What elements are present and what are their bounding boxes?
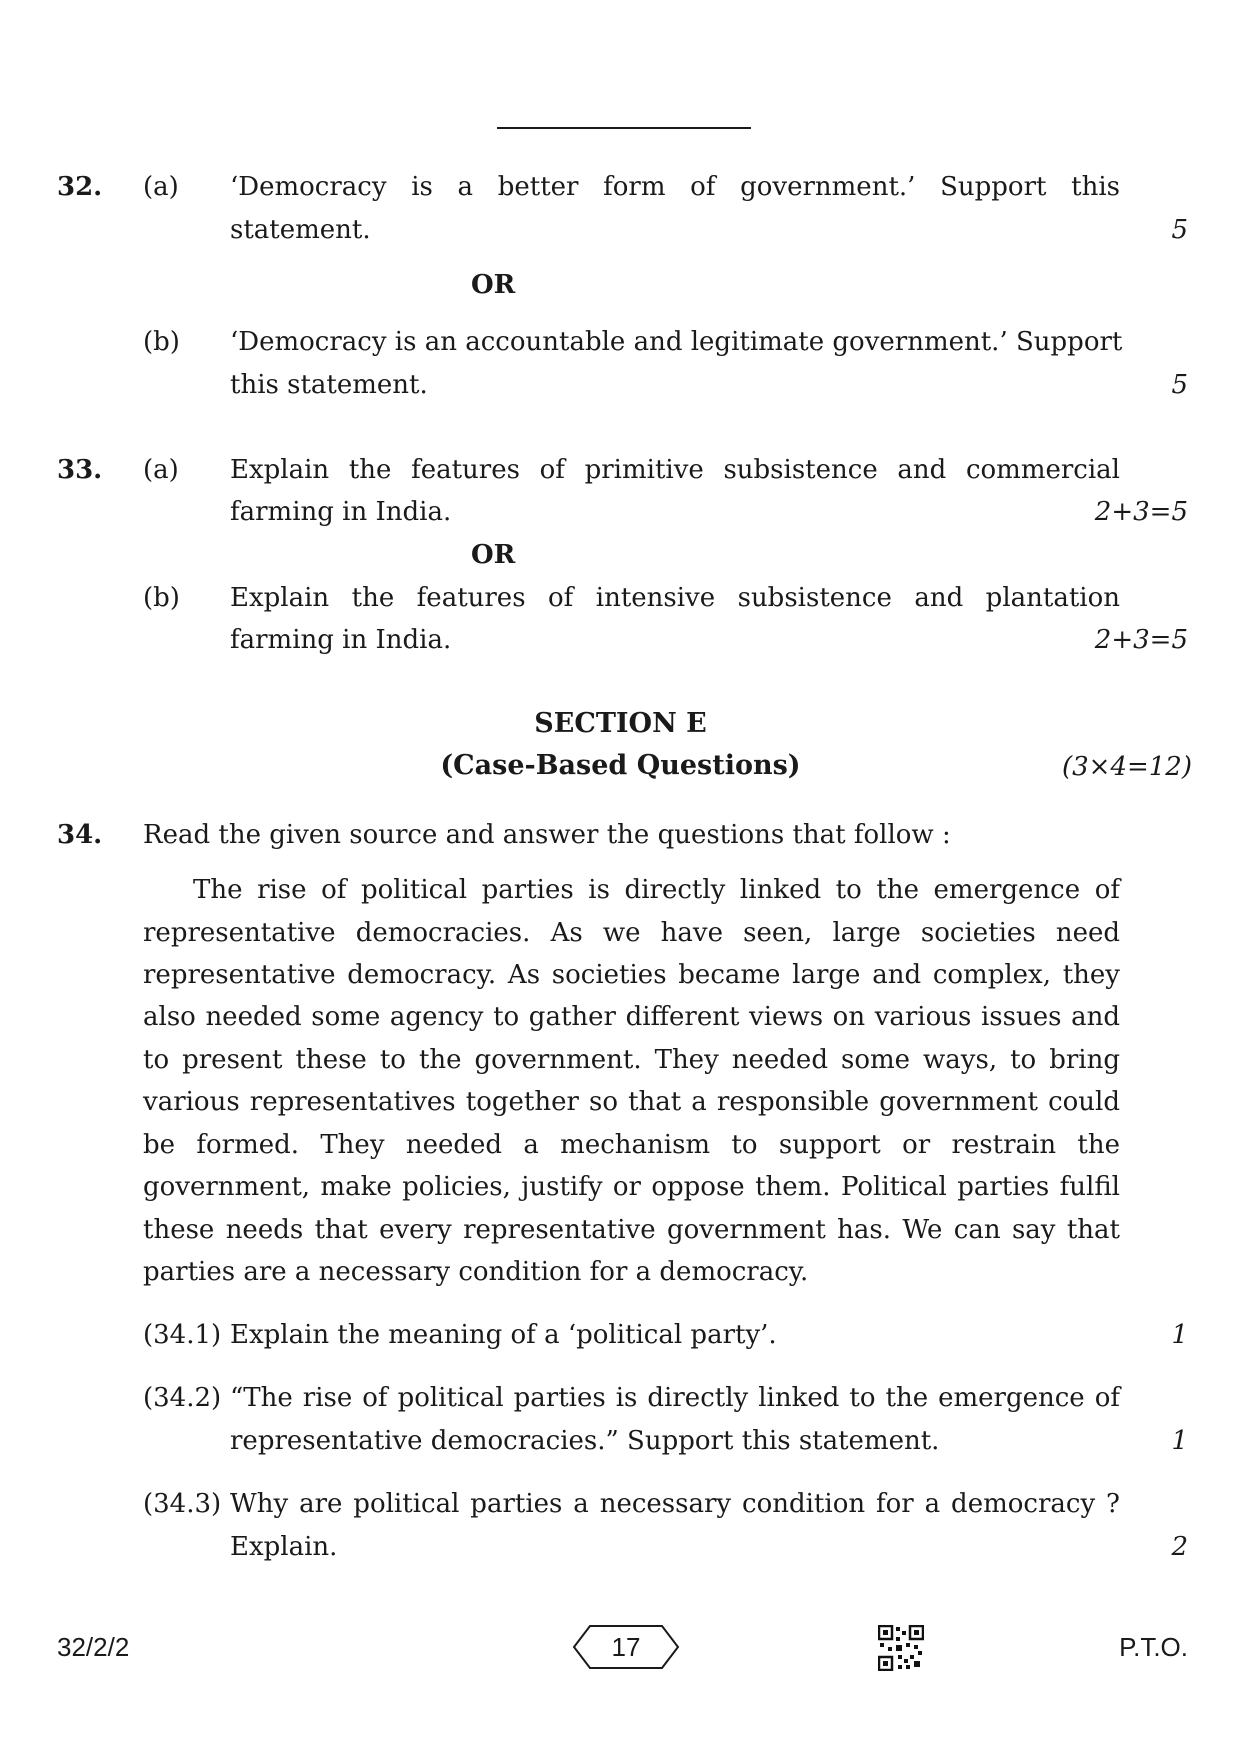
section-marks: (3×4=12) — [1061, 752, 1192, 782]
section-subtitle: (Case-Based Questions) — [440, 750, 801, 781]
question-34-intro: Read the given source and answer the questions that follow : — [143, 820, 951, 850]
paper-code: 32/2/2 — [57, 1632, 130, 1662]
question-33a-line1: Explain the features of primitive subsistence and commercial — [230, 455, 1120, 485]
question-32b-line1: ‘Democracy is an accountable and legitimate government.’ Support — [230, 327, 1123, 357]
page-number: 17 — [611, 1632, 641, 1662]
question-32-number: 32. — [57, 172, 103, 202]
question-32b-label: (b) — [143, 327, 180, 357]
question-34-2-line2: representative democracies.” Support this statement. — [230, 1426, 940, 1456]
question-34-2-label: (34.2) — [143, 1383, 222, 1413]
passage-line: parties are a necessary condition for a democracy. — [143, 1257, 809, 1287]
passage-line: these needs that every representative government has. We can say that — [143, 1215, 1120, 1245]
passage-line: representative democracy. As societies became large and complex, they — [143, 960, 1120, 990]
section-title: SECTION E — [534, 708, 707, 739]
question-32b-marks: 5 — [1171, 370, 1188, 400]
question-33b-line1: Explain the features of intensive subsistence and plantation — [230, 583, 1120, 613]
question-34-3-line1: Why are political parties a necessary condition for a democracy ? — [230, 1489, 1120, 1519]
question-33-number: 33. — [57, 455, 103, 485]
question-32a-line1: ‘Democracy is a better form of government.’ Support this — [230, 172, 1120, 202]
passage-line: various representatives together so that a responsible government could — [143, 1087, 1120, 1117]
question-34-2-marks: 1 — [1171, 1426, 1188, 1456]
question-34-1-marks: 1 — [1171, 1320, 1188, 1350]
question-33b-line2: farming in India. — [230, 625, 452, 655]
question-33a-label: (a) — [143, 455, 179, 485]
question-34-3-line2: Explain. — [230, 1532, 338, 1562]
question-34-3-marks: 2 — [1171, 1532, 1188, 1562]
please-turn-over: P.T.O. — [1119, 1632, 1188, 1662]
question-34-2-line1: “The rise of political parties is directly linked to the emergence of — [230, 1383, 1120, 1413]
question-34-1-text: Explain the meaning of a ‘political party’. — [230, 1320, 777, 1350]
passage-line: representative democracies. As we have seen, large societies need — [143, 918, 1120, 948]
passage-line: government, make policies, justify or oppose them. Political parties fulfil — [143, 1172, 1120, 1202]
passage-line: The rise of political parties is directly linked to the emergence of — [193, 875, 1120, 905]
question-32a-label: (a) — [143, 172, 179, 202]
top-rule — [497, 127, 751, 129]
question-34-number: 34. — [57, 820, 103, 850]
question-33b-label: (b) — [143, 583, 180, 613]
passage-line: be formed. They needed a mechanism to support or restrain the — [143, 1130, 1120, 1160]
question-33b-marks: 2+3=5 — [1094, 625, 1188, 655]
question-32a-marks: 5 — [1171, 215, 1188, 245]
question-32b-line2: this statement. — [230, 370, 428, 400]
question-34-3-label: (34.3) — [143, 1489, 222, 1519]
qr-code-icon — [878, 1625, 924, 1671]
question-32-or: OR — [471, 270, 516, 300]
question-33a-line2: farming in India. — [230, 497, 452, 527]
question-32a-line2: statement. — [230, 215, 371, 245]
question-33a-marks: 2+3=5 — [1094, 497, 1188, 527]
question-34-1-label: (34.1) — [143, 1320, 222, 1350]
question-33-or: OR — [471, 540, 516, 570]
passage-line: also needed some agency to gather different views on various issues and — [143, 1002, 1120, 1032]
passage-line: to present these to the government. They needed some ways, to bring — [143, 1045, 1120, 1075]
